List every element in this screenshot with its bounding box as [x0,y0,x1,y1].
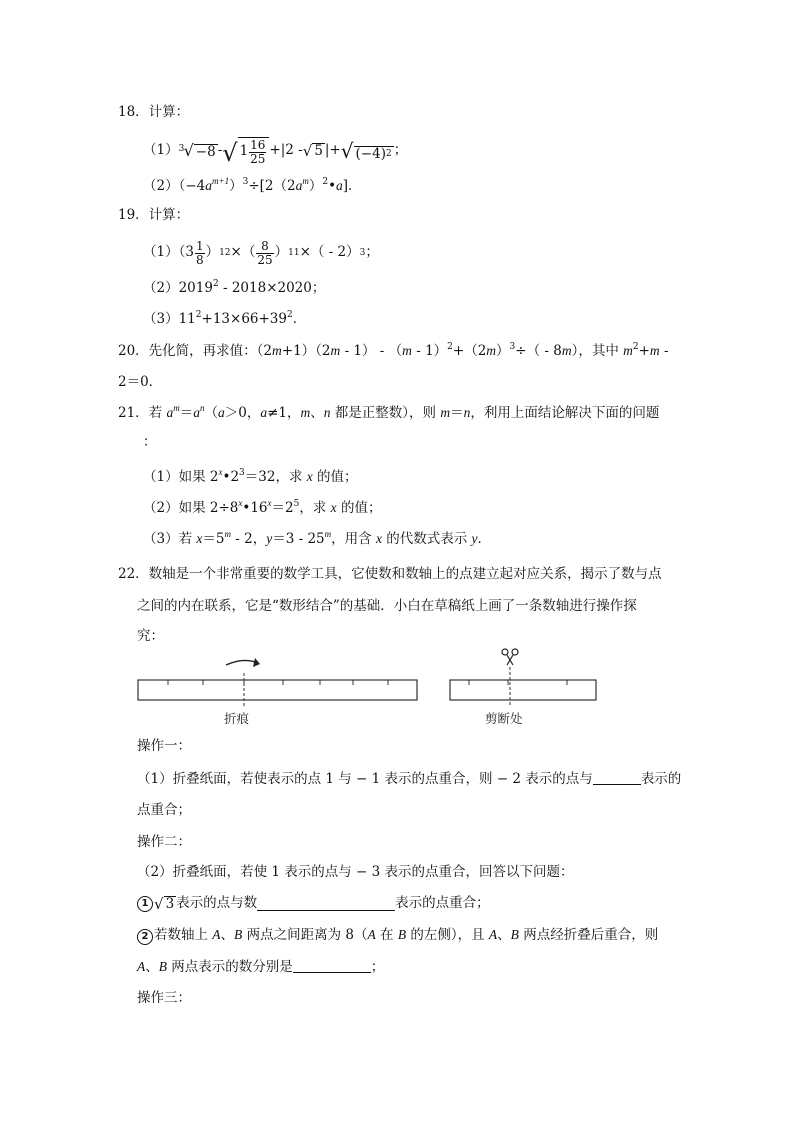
sqrt-5: √ 5 [302,141,323,160]
q20-line1: 20．先化简，再求值：$(2m+1)(2m - 1) - (m - 1)^2+(2m)^3\div( - 8m)$，其中 $m^2+m$ - [118,342,669,359]
op2-circle1: 1 √ 3 表示的点与数 表示的点重合； [137,894,490,914]
op2-circle2-line1: 2 若数轴上 A、B 两点之间距离为 8（A 在 B 的左侧），且 A、B 两点经折叠后重合，则 [137,928,658,945]
answer-blank-1[interactable] [593,772,641,785]
q19-part1: （1）（3 $\frac{1}{8}$ ） 12 ×（ $\frac{8}{25}$ ） 11 ×（ - 2） 3 ； [143,238,379,267]
sqrt-neg4-squared: √ (−4) 2 [340,139,392,163]
op1-line2: 点重合； [137,802,191,818]
cut-label: 剪断处 [485,711,523,726]
right-strip [450,680,596,700]
right-strip-ticks [469,680,567,685]
circled-number-1: 1 [137,896,153,912]
q19-title: 19．计算： [118,207,190,223]
sqrt-mixed-fraction: √ 1 $\frac{16}{25}$ [222,137,269,165]
q21-part3: （3）若 $x=5^m - 2$，y＝3 - 25$^m$，用含 x 的代数式表示 y． [143,529,492,547]
q19-part3: $(3)11^2+13\times 66+39^2$． [143,310,307,327]
op1-line1: （1）折叠纸面，若使表示的点 1 与 − 1 表示的点重合，则 − 2 表示的点与 表示的 [137,771,682,787]
q18-part2: $(2)(-4a^{m+1})^3\div[2(2a^m)^2•a]$． [143,176,362,194]
q22-line2: 之间的内在联系，它是“数形结合”的基础．小白在草稿纸上画了一条数轴进行操作探 [137,598,637,614]
scissors-icon [502,649,518,665]
number-line-figure [130,645,610,735]
op2-circle2-line2: A、B 两点表示的数分别是 ； [137,959,385,975]
q20-line2: 2＝0． [118,374,163,390]
q22-line3: 究： [137,628,164,644]
cube-root: 3 √ −8 [178,141,216,160]
q21-part2: （2）如果 $2\div 8^x•16^x=2^5$，求 x 的值； [143,498,382,516]
sqrt-3: √ 3 [154,894,175,913]
op1-title: 操作一： [137,738,191,754]
fraction-8-25: $\frac{8}{25}$ [257,238,273,267]
op2-title: 操作二： [137,834,191,850]
q18-part1: （1） 3 √ −8 - √ 1 $\frac{16}{25}$ +|2 - √ 5 |+ √ (−4) 2 ； [143,137,408,168]
answer-blank-2[interactable] [257,898,395,911]
fold-label: 折痕 [224,711,250,726]
q21-line1: 21．若 $a^m=a^n(a>0$，a≠1，m、n 都是正整数），则 m＝n，利用上面结论解决下面的问题 [118,403,660,421]
q19-part2: （2）2019$^2$ - 2018×2020； [143,279,326,296]
q21-line2: ： [143,434,157,450]
left-strip [138,680,417,700]
fraction-1-8: $\frac{1}{8}$ [195,238,204,267]
left-strip-ticks [168,680,388,685]
q22-line1: 22．数轴是一个非常重要的数学工具，它使数和数轴上的点建立起对应关系，揭示了数与点 [118,566,662,582]
fold-arrow-head [253,658,260,667]
fold-arrow [226,660,258,665]
op3-title: 操作三： [137,990,191,1006]
answer-blank-3[interactable] [293,960,371,973]
q21-part1: （1）如果 $2^x•2^3=32$，求 x 的值； [143,467,358,485]
q18-title: 18．计算： [118,104,190,120]
circled-number-2: 2 [137,929,153,945]
op2-line1: （2）折叠纸面，若使 1 表示的点与 − 3 表示的点重合，回答以下问题： [137,864,574,880]
